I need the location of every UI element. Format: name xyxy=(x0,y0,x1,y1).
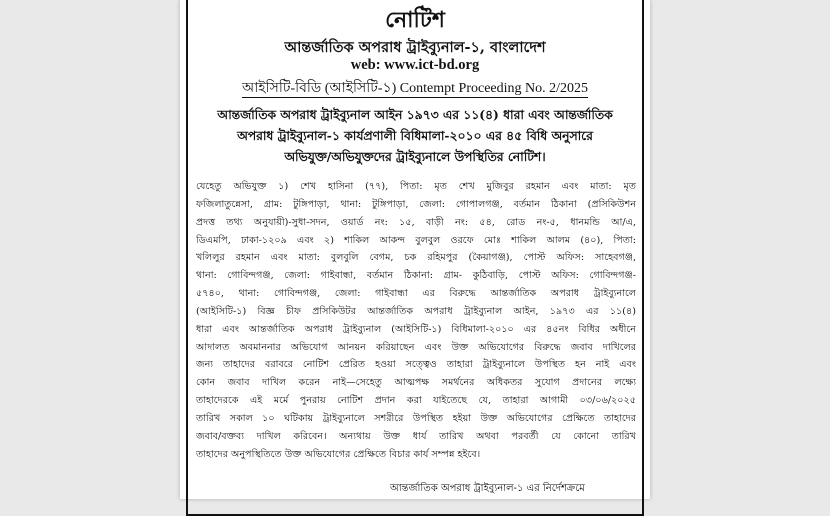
body-line: তাহাদের অনুপস্থিতিতে উক্ত অভিযোগের প্রেক্ষিতে বিচার কার্য সম্পন্ন হইবে। xyxy=(196,448,481,460)
body-line: জবাব/বক্তব্য দাখিল করিবেন। অন্যথায় উক্ত ধার্য তারিখ অথবা পরবর্তী যে কোনো তারিখ xyxy=(196,430,636,442)
body-line: আদালত অবমাননার অভিযোগ আনয়ন করিয়াছেন এবং উক্ত অভিযোগের বিরুদ্ধে জবাব দাখিলের xyxy=(196,341,636,353)
case-number: আইসিটি-বিডি (আইসিটি-১) Contempt Proceeding No. 2/2025 xyxy=(241,81,589,96)
notice-body xyxy=(196,178,636,464)
body-line: থানা: গোবিন্দগঞ্জ, জেলা: গাইবান্ধা, বর্তমান ঠিকানা: গ্রাম- কুঠিবাড়ি, পোস্ট অফিস: গোবিন্দগঞ্জ- xyxy=(196,270,636,282)
body-line: যেহেতু অভিযুক্ত ১) শেখ হাসিনা (৭৭), পিতা: মৃত শেখ মুজিবুর রহমান এবং মাতা: মৃত xyxy=(196,181,636,192)
body-line: ৫৭৪০, থানা: গোবিন্দগঞ্জ, জেলা: গাইবান্ধা এর বিরুদ্ধে আন্তর্জাতিক অপরাধ ট্রাইব্যুনালে xyxy=(196,288,636,300)
body-line: ডিএমপি, ঢাকা-১২০৯ এবং ২) শাকিল আকন্দ বুলবুল ওরফে মোঃ শাকিল আলম (৪০), পিতা: xyxy=(196,234,636,246)
signature-line: আন্তর্জাতিক অপরাধ ট্রাইব্যুনাল-১ এর নির্দেশক্রমে xyxy=(390,483,585,494)
body-line: ধারা এবং আন্তর্জাতিক অপরাধ ট্রাইব্যুনাল (আইসিটি-১) বিধিমালা-২০১০ এর ৪৫নং বিধির অধীনে xyxy=(196,323,636,335)
case-number-wrap xyxy=(180,76,650,100)
body-line: কোন জবাব দাখিল করেন নাই—সেহেতু আত্মপক্ষ সমর্থনের অধিকতর সুযোগ প্রদানের লক্ষ্যে xyxy=(196,377,636,389)
body-line: তাহাদেরকে এই মর্মে পুনরায় নোটিশ প্রদান করা যাইতেছে যে, তাহারা আগামী ০৩/০৬/২০২৫ xyxy=(196,395,636,407)
body-line: (আইসিটি-১) বিজ্ঞ চীফ প্রসিকিউটর আন্তর্জাতিক অপরাধ ট্রাইব্যুনাল আইন, ১৯৭৩ এর ১১(৪) xyxy=(196,305,636,317)
body-line: খলিলুর রহমান এবং মাতা: বুলবুলি বেগম, চক রহিমপুর (কৈয়াগঞ্জ), পোস্ট অফিস: সাহেবগঞ্জ, xyxy=(196,252,636,264)
body-line: ফজিলাতুন্নেসা, গ্রাম: টুঙ্গিপাড়া, থানা: টুঙ্গিপাড়া, জেলা: গোপালগঞ্জ, বর্তমান ঠিকানা (প্রসিকিউশন xyxy=(196,198,636,210)
notice-heading xyxy=(190,104,640,167)
body-line: তারিখ সকাল ১০ ঘটিকায় ট্রাইব্যুনালে সশরীরে উপস্থিত হইয়া উক্ত অভিযোগের প্রেক্ষিতে তাহাদের xyxy=(196,412,636,424)
notice-title: নোটিশ xyxy=(385,7,445,33)
website: web: www.ict-bd.org xyxy=(350,57,480,73)
heading-line: অপরাধ ট্রাইব্যুনাল-১ কার্যপ্রণালী বিধিমালা-২০১০ এর ৪৫ বিধি অনুসারে xyxy=(237,128,593,143)
heading-line: অভিযুক্ত/অভিযুক্তদের ট্রাইব্যুনালে উপস্থিতির নোটিশ। xyxy=(284,149,546,164)
body-line: জন্য তাহাদের বরাবরে নোটিশ প্রেরিত হওয়া সত্ত্বেও তাহারা ট্রাইব্যুনালে উপস্থিত হন নাই এবং xyxy=(196,359,636,371)
body-line: প্রদত্ত তথ্য অনুযায়ী)-সুধা-সদন, ওয়ার্ড নং: ১৫, বাড়ী নং: ৫৪, রোড নং-৫, ধানমন্ডি আ/এ, xyxy=(196,216,636,228)
tribunal-name: আন্তর্জাতিক অপরাধ ট্রাইব্যুনাল-১, বাংলাদেশ xyxy=(284,39,546,56)
heading-line: আন্তর্জাতিক অপরাধ ট্রাইব্যুনাল আইন ১৯৭৩ এর ১১(৪) ধারা এবং আন্তর্জাতিক xyxy=(217,107,613,122)
